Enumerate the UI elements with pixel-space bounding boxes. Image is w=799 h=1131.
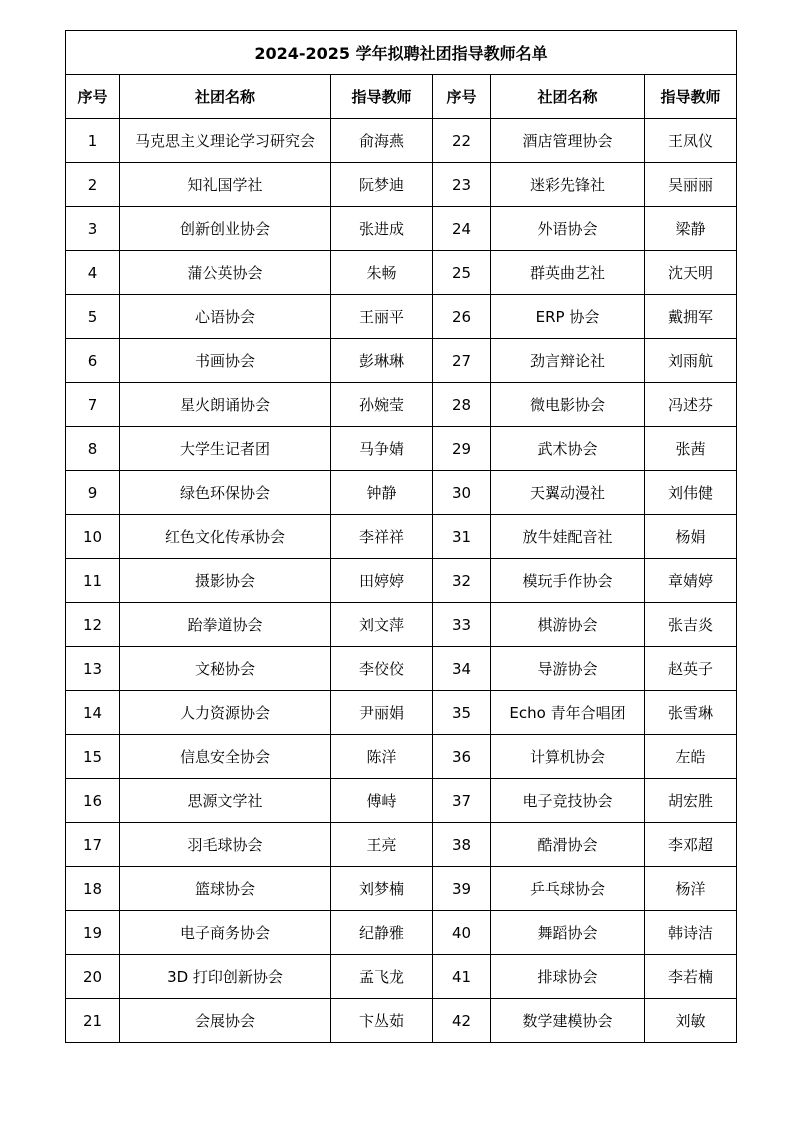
cell-club-left: 人力资源协会 xyxy=(120,691,331,735)
cell-club-right: 酷滑协会 xyxy=(491,823,645,867)
cell-teacher-right: 章婧婷 xyxy=(645,559,737,603)
cell-club-left: 跆拳道协会 xyxy=(120,603,331,647)
cell-no-left: 17 xyxy=(66,823,120,867)
table-row xyxy=(66,867,737,911)
cell-no-right: 27 xyxy=(433,339,491,383)
cell-no-right: 28 xyxy=(433,383,491,427)
cell-teacher-right: 吴丽丽 xyxy=(645,163,737,207)
cell-no-left: 11 xyxy=(66,559,120,603)
header-teacher-left: 指导教师 xyxy=(331,75,433,119)
cell-no-right: 39 xyxy=(433,867,491,911)
cell-teacher-left: 尹丽娟 xyxy=(331,691,433,735)
cell-teacher-right: 刘伟健 xyxy=(645,471,737,515)
cell-no-left: 6 xyxy=(66,339,120,383)
cell-teacher-right: 刘敏 xyxy=(645,999,737,1043)
table-row xyxy=(66,779,737,823)
cell-teacher-left: 傅峙 xyxy=(331,779,433,823)
cell-no-left: 19 xyxy=(66,911,120,955)
cell-club-left: 电子商务协会 xyxy=(120,911,331,955)
table-row xyxy=(66,119,737,163)
cell-teacher-right: 张吉炎 xyxy=(645,603,737,647)
header-teacher-right: 指导教师 xyxy=(645,75,737,119)
table-row xyxy=(66,823,737,867)
cell-teacher-left: 田婷婷 xyxy=(331,559,433,603)
cell-teacher-left: 刘文萍 xyxy=(331,603,433,647)
cell-no-right: 23 xyxy=(433,163,491,207)
cell-no-right: 33 xyxy=(433,603,491,647)
cell-club-left: 创新创业协会 xyxy=(120,207,331,251)
cell-no-left: 4 xyxy=(66,251,120,295)
cell-no-right: 24 xyxy=(433,207,491,251)
cell-club-left: 大学生记者团 xyxy=(120,427,331,471)
cell-no-left: 20 xyxy=(66,955,120,999)
cell-teacher-left: 李祥祥 xyxy=(331,515,433,559)
table-row xyxy=(66,295,737,339)
cell-club-right: 微电影协会 xyxy=(491,383,645,427)
table-row xyxy=(66,427,737,471)
cell-club-right: 舞蹈协会 xyxy=(491,911,645,955)
cell-club-right: 酒店管理协会 xyxy=(491,119,645,163)
cell-club-right: 排球协会 xyxy=(491,955,645,999)
cell-club-left: 绿色环保协会 xyxy=(120,471,331,515)
table-body xyxy=(66,119,737,1043)
cell-teacher-left: 孙婉莹 xyxy=(331,383,433,427)
table-row xyxy=(66,603,737,647)
document-title: 2024-2025 学年拟聘社团指导教师名单 xyxy=(66,31,737,75)
table-row xyxy=(66,955,737,999)
cell-teacher-left: 阮梦迪 xyxy=(331,163,433,207)
header-club-right: 社团名称 xyxy=(491,75,645,119)
cell-no-right: 31 xyxy=(433,515,491,559)
cell-teacher-right: 刘雨航 xyxy=(645,339,737,383)
header-club-left: 社团名称 xyxy=(120,75,331,119)
advisor-list-table xyxy=(65,30,737,1043)
cell-teacher-right: 梁静 xyxy=(645,207,737,251)
cell-no-right: 35 xyxy=(433,691,491,735)
cell-no-right: 38 xyxy=(433,823,491,867)
cell-no-left: 15 xyxy=(66,735,120,779)
cell-no-right: 42 xyxy=(433,999,491,1043)
header-row xyxy=(66,75,737,119)
cell-teacher-right: 左皓 xyxy=(645,735,737,779)
cell-no-right: 26 xyxy=(433,295,491,339)
cell-club-left: 篮球协会 xyxy=(120,867,331,911)
cell-teacher-left: 马争婧 xyxy=(331,427,433,471)
cell-club-left: 星火朗诵协会 xyxy=(120,383,331,427)
cell-teacher-right: 胡宏胜 xyxy=(645,779,737,823)
cell-club-right: 武术协会 xyxy=(491,427,645,471)
cell-teacher-left: 张进成 xyxy=(331,207,433,251)
cell-no-left: 1 xyxy=(66,119,120,163)
cell-teacher-right: 王凤仪 xyxy=(645,119,737,163)
cell-no-left: 8 xyxy=(66,427,120,471)
cell-club-right: 放牛娃配音社 xyxy=(491,515,645,559)
cell-club-right: 棋游协会 xyxy=(491,603,645,647)
cell-club-right: 计算机协会 xyxy=(491,735,645,779)
table-row xyxy=(66,339,737,383)
cell-no-right: 30 xyxy=(433,471,491,515)
cell-teacher-right: 李若楠 xyxy=(645,955,737,999)
cell-club-right: 群英曲艺社 xyxy=(491,251,645,295)
cell-teacher-left: 孟飞龙 xyxy=(331,955,433,999)
cell-no-right: 25 xyxy=(433,251,491,295)
cell-teacher-right: 戴拥军 xyxy=(645,295,737,339)
table-row xyxy=(66,647,737,691)
cell-club-left: 文秘协会 xyxy=(120,647,331,691)
table-row xyxy=(66,383,737,427)
cell-club-left: 会展协会 xyxy=(120,999,331,1043)
cell-teacher-right: 韩诗洁 xyxy=(645,911,737,955)
cell-teacher-left: 纪静雅 xyxy=(331,911,433,955)
cell-no-right: 22 xyxy=(433,119,491,163)
cell-no-right: 32 xyxy=(433,559,491,603)
cell-club-right: 电子竞技协会 xyxy=(491,779,645,823)
table-row xyxy=(66,515,737,559)
cell-club-left: 信息安全协会 xyxy=(120,735,331,779)
cell-club-left: 蒲公英协会 xyxy=(120,251,331,295)
cell-no-left: 12 xyxy=(66,603,120,647)
cell-no-right: 36 xyxy=(433,735,491,779)
cell-club-right: Echo 青年合唱团 xyxy=(491,691,645,735)
cell-no-left: 14 xyxy=(66,691,120,735)
header-no-left: 序号 xyxy=(66,75,120,119)
table-row xyxy=(66,207,737,251)
cell-teacher-left: 钟静 xyxy=(331,471,433,515)
cell-no-right: 34 xyxy=(433,647,491,691)
cell-club-left: 马克思主义理论学习研究会 xyxy=(120,119,331,163)
cell-club-right: 模玩手作协会 xyxy=(491,559,645,603)
cell-club-left: 知礼国学社 xyxy=(120,163,331,207)
table-row xyxy=(66,691,737,735)
cell-teacher-left: 彭琳琳 xyxy=(331,339,433,383)
cell-no-left: 10 xyxy=(66,515,120,559)
header-no-right: 序号 xyxy=(433,75,491,119)
cell-teacher-left: 朱畅 xyxy=(331,251,433,295)
cell-no-left: 21 xyxy=(66,999,120,1043)
cell-no-right: 40 xyxy=(433,911,491,955)
cell-club-right: 天翼动漫社 xyxy=(491,471,645,515)
cell-club-right: 迷彩先锋社 xyxy=(491,163,645,207)
cell-no-right: 41 xyxy=(433,955,491,999)
cell-teacher-right: 赵英子 xyxy=(645,647,737,691)
table-row xyxy=(66,735,737,779)
cell-teacher-left: 刘梦楠 xyxy=(331,867,433,911)
cell-club-left: 3D 打印创新协会 xyxy=(120,955,331,999)
cell-club-left: 心语协会 xyxy=(120,295,331,339)
table-row xyxy=(66,559,737,603)
cell-teacher-left: 俞海燕 xyxy=(331,119,433,163)
table-row xyxy=(66,471,737,515)
table-row xyxy=(66,999,737,1043)
cell-no-left: 18 xyxy=(66,867,120,911)
cell-teacher-right: 李邓超 xyxy=(645,823,737,867)
cell-no-left: 2 xyxy=(66,163,120,207)
cell-club-right: 外语协会 xyxy=(491,207,645,251)
cell-club-left: 摄影协会 xyxy=(120,559,331,603)
cell-teacher-right: 杨洋 xyxy=(645,867,737,911)
cell-no-left: 3 xyxy=(66,207,120,251)
title-row xyxy=(66,31,737,75)
cell-no-left: 16 xyxy=(66,779,120,823)
cell-club-left: 思源文学社 xyxy=(120,779,331,823)
table-row xyxy=(66,251,737,295)
cell-teacher-right: 杨娟 xyxy=(645,515,737,559)
cell-club-right: 数学建模协会 xyxy=(491,999,645,1043)
cell-no-right: 29 xyxy=(433,427,491,471)
cell-club-right: 乒乓球协会 xyxy=(491,867,645,911)
cell-teacher-left: 王亮 xyxy=(331,823,433,867)
cell-no-right: 37 xyxy=(433,779,491,823)
cell-teacher-right: 张雪琳 xyxy=(645,691,737,735)
cell-club-right: 劲言辩论社 xyxy=(491,339,645,383)
cell-club-left: 羽毛球协会 xyxy=(120,823,331,867)
cell-club-left: 书画协会 xyxy=(120,339,331,383)
cell-no-left: 5 xyxy=(66,295,120,339)
cell-club-right: ERP 协会 xyxy=(491,295,645,339)
cell-teacher-left: 卞丛茹 xyxy=(331,999,433,1043)
cell-no-left: 9 xyxy=(66,471,120,515)
cell-teacher-right: 冯述芬 xyxy=(645,383,737,427)
cell-teacher-right: 张茜 xyxy=(645,427,737,471)
cell-no-left: 13 xyxy=(66,647,120,691)
table-row xyxy=(66,911,737,955)
cell-club-right: 导游协会 xyxy=(491,647,645,691)
cell-teacher-left: 陈洋 xyxy=(331,735,433,779)
table-row xyxy=(66,163,737,207)
cell-club-left: 红色文化传承协会 xyxy=(120,515,331,559)
cell-no-left: 7 xyxy=(66,383,120,427)
cell-teacher-left: 李佼佼 xyxy=(331,647,433,691)
cell-teacher-left: 王丽平 xyxy=(331,295,433,339)
cell-teacher-right: 沈天明 xyxy=(645,251,737,295)
